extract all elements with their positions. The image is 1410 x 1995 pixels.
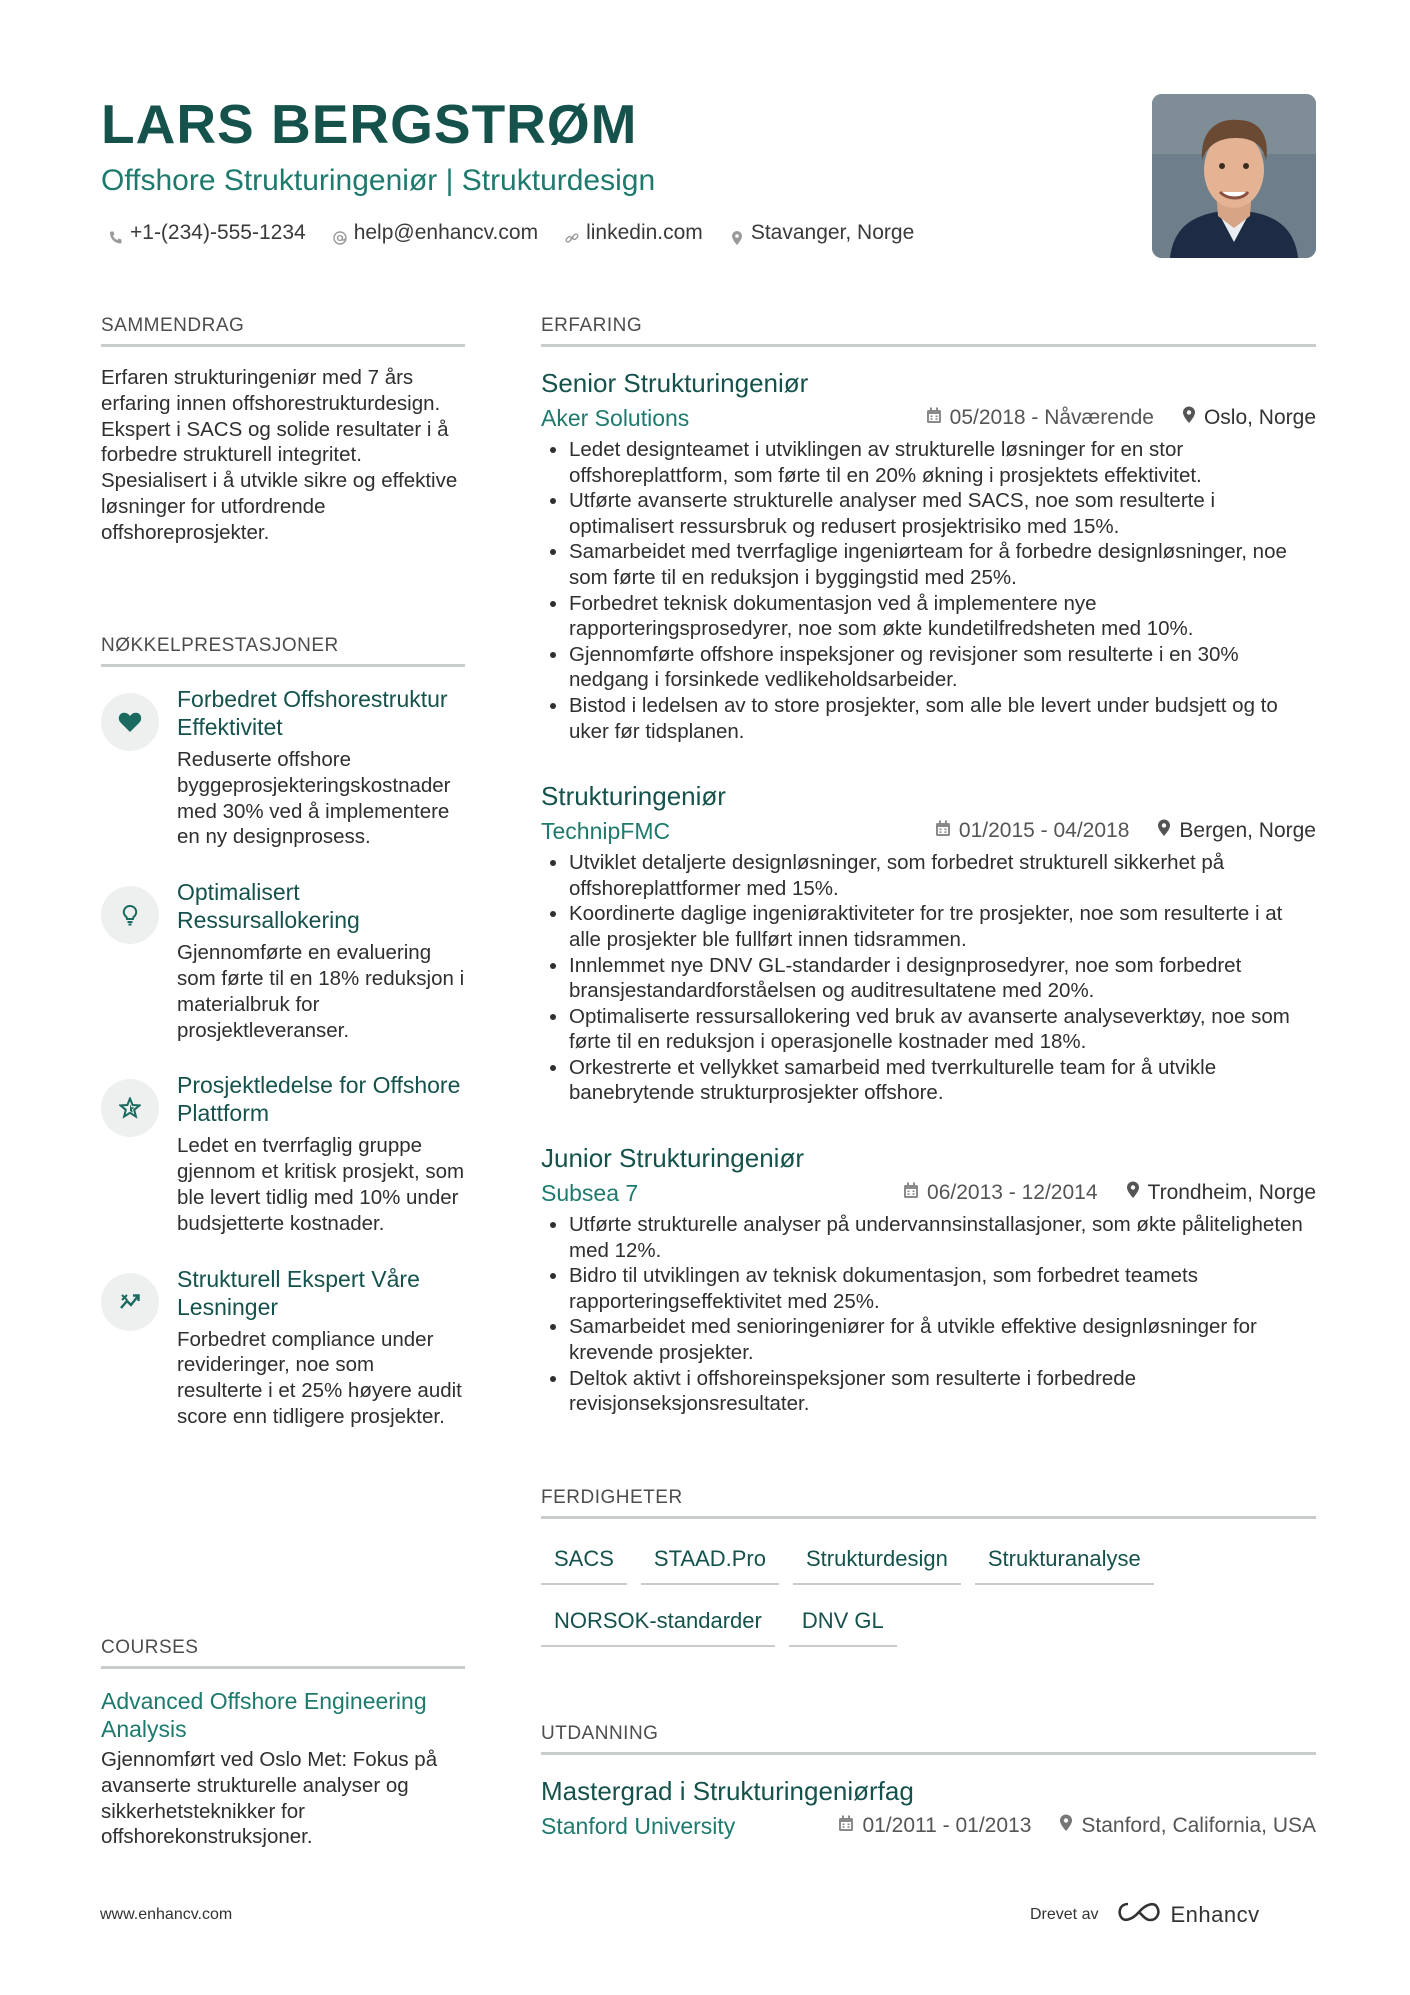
achievement-item: [101, 1071, 465, 1236]
headline: Offshore Strukturingeniør | Strukturdesign: [101, 164, 656, 197]
calendar-icon: [935, 819, 951, 843]
skills-section: [541, 1486, 1316, 1647]
achievement-item: [101, 685, 465, 850]
skill-tag: SACS: [541, 1537, 627, 1585]
achievement-desc: Ledet en tverrfaglig gruppe gjennom et kritisk prosjekt, som ble levert tidlig med 10% under budsjetterte kostnader.: [177, 1134, 465, 1235]
job-location: Oslo, Norge: [1203, 406, 1316, 429]
location-text: Stavanger, Norge: [750, 221, 915, 244]
powered-by-label: Drevet av: [1030, 1906, 1099, 1923]
section-title-education: UTDANNING: [541, 1722, 1316, 1755]
brand-logo[interactable]: [1116, 1900, 1259, 1930]
contact-phone: [108, 218, 306, 248]
job-bullets: [541, 850, 1316, 1106]
contact-linkedin[interactable]: [564, 218, 703, 248]
job-entry: [541, 1142, 1316, 1417]
section-title-summary: SAMMENDRAG: [101, 314, 465, 347]
bullet-item: • Deltok aktivt i offshoreinspeksjoner som resulterte i forbedrede revisjonseksjonsresultater.: [569, 1366, 1316, 1417]
bullet-item: • Innlemmet nye DNV GL-standarder i designprosedyrer, noe som forbedret bransjestandardforståelsen og auditresultatene med 20%.: [569, 953, 1316, 1004]
achievement-title: Forbedret Offshorestruktur Effektivitet: [177, 686, 448, 740]
skill-tag: STAAD.Pro: [641, 1537, 779, 1585]
education-location: Stanford, California, USA: [1081, 1814, 1316, 1837]
skill-tag: DNV GL: [789, 1599, 897, 1647]
job-entry: [541, 780, 1316, 1106]
achievement-item: [101, 878, 465, 1043]
location-pin-icon: [1126, 1181, 1140, 1205]
course-desc: Gjennomført ved Oslo Met: Fokus på avanserte strukturelle analyser og sikkerhetsteknikker for offshorekonstruksjoner.: [101, 1748, 438, 1849]
heart-icon: [101, 693, 159, 751]
bullet-item: • Koordinerte daglige ingeniøraktiviteter for tre prosjekter, noe som resulterte i at alle prosjekter ble fullført innen tidsrammen.: [569, 901, 1316, 952]
link-icon: [564, 225, 580, 241]
location-pin-icon: [1059, 1814, 1073, 1838]
education-section: [541, 1722, 1316, 1841]
job-dates: 05/2018 - Nåværende: [949, 406, 1154, 429]
summary-section: [101, 314, 465, 546]
skill-tag: Strukturanalyse: [975, 1537, 1154, 1585]
star-icon: [101, 1079, 159, 1137]
bullet-item: • Utviklet detaljerte designløsninger, som forbedret strukturell sikkerhet på offshoreplattformer med 15%.: [569, 850, 1316, 901]
job-dates: 06/2013 - 12/2014: [927, 1181, 1098, 1205]
location-pin-icon: [729, 225, 745, 241]
job-location: Trondheim, Norge: [1147, 1181, 1316, 1205]
job-bullets: [541, 437, 1316, 744]
skill-tag: NORSOK-standarder: [541, 1599, 775, 1647]
bullet-item: • Forbedret teknisk dokumentasjon ved å implementere nye rapporteringsprosedyrer, noe som økte kundetilfredsheten med 10%.: [569, 591, 1316, 642]
achievements-section: [101, 634, 465, 1430]
footer-branding: [1030, 1900, 1260, 1930]
trend-icon: [101, 1273, 159, 1331]
enhancv-logo-icon: [1116, 1900, 1162, 1930]
summary-text: Erfaren strukturingeniør med 7 års erfaring innen offshorestrukturdesign. Ekspert i SACS og solide resultater i å forbedre strukturell integritet. Spesialisert i å utvikle sikre og effektive løsninger for utfordrende offshoreprosjekter.: [101, 366, 458, 544]
location-pin-icon: [1182, 406, 1196, 430]
phone-icon: [108, 225, 124, 241]
company-name: Subsea 7: [541, 1180, 639, 1207]
bullet-item: • Samarbeidet med senioringeniører for å utvikle effektive designløsninger for krevende prosjekter.: [569, 1314, 1316, 1365]
contact-email[interactable]: [332, 218, 538, 248]
bullet-item: • Bidro til utviklingen av teknisk dokumentasjon, som forbedret teamets rapporteringseffektivitet med 25%.: [569, 1263, 1316, 1314]
job-title: Junior Strukturingeniør: [541, 1143, 804, 1174]
job-location: Bergen, Norge: [1179, 819, 1316, 843]
school-name: Stanford University: [541, 1813, 736, 1839]
bullet-item: • Samarbeidet med tverrfaglige ingeniørteam for å forbedre designløsninger, noe som førte til en reduksjon i byggingstid med 25%.: [569, 539, 1316, 590]
profile-photo: [1152, 94, 1316, 258]
achievement-title: Optimalisert Ressursallokering: [177, 879, 360, 934]
section-title-courses: COURSES: [101, 1636, 465, 1669]
location-pin-icon: [1157, 819, 1171, 843]
section-title-skills: FERDIGHETER: [541, 1486, 1316, 1519]
bullet-item: • Utførte strukturelle analyser på undervannsinstallasjoner, som økte påliteligheten med 12%.: [569, 1212, 1316, 1263]
brand-name: Enhancv: [1170, 1902, 1260, 1927]
education-dates: 01/2011 - 01/2013: [862, 1814, 1032, 1837]
bullet-item: • Ledet designteamet i utviklingen av strukturelle løsninger for en stor offshoreplattform, som førte til en 20% økning i prosjektets effektivitet.: [569, 437, 1316, 488]
section-title-experience: ERFARING: [541, 314, 1316, 347]
achievement-desc: Gjennomførte en evaluering som førte til en 18% reduksjon i materialbruk for prosjektleveranser.: [177, 941, 465, 1042]
calendar-icon: [838, 1814, 854, 1838]
course-title: Advanced Offshore Engineering Analysis: [101, 1688, 427, 1742]
courses-section: [101, 1636, 465, 1850]
bullet-item: • Optimaliserte ressursallokering ved bruk av avanserte analyseverktøy, noe som førte til en reduksjon i operasjonelle kostnader med 18%.: [569, 1004, 1316, 1055]
calendar-icon: [926, 406, 942, 430]
achievement-desc: Reduserte offshore byggeprosjekteringskostnader med 30% ved å implementere en ny designprosess.: [177, 748, 451, 849]
at-icon: [332, 225, 348, 241]
degree-title: Mastergrad i Strukturingeniørfag: [541, 1776, 914, 1806]
contact-location: [729, 218, 914, 248]
job-entry: [541, 367, 1316, 744]
email-text: help@enhancv.com: [353, 221, 539, 244]
job-title: Strukturingeniør: [541, 781, 726, 812]
contact-bar: [108, 218, 914, 248]
achievement-title: Prosjektledelse for Offshore Plattform: [177, 1072, 461, 1127]
skill-tag: Strukturdesign: [793, 1537, 961, 1585]
achievement-desc: Forbedret compliance under revideringer, noe som resulterte i et 25% høyere audit score enn tidligere prosjekter.: [177, 1327, 462, 1428]
bullet-item: • Orkestrerte et vellykket samarbeid med tverrkulturelle team for å utvikle banebrytende strukturprosjekter offshore.: [569, 1055, 1316, 1106]
achievement-item: [101, 1265, 465, 1430]
job-title: Senior Strukturingeniør: [541, 368, 809, 398]
job-bullets: [541, 1212, 1316, 1417]
phone-text: +1-(234)-555-1234: [130, 221, 306, 244]
section-title-achievements: NØKKELPRESTASJONER: [101, 634, 465, 667]
achievement-title: Strukturell Ekspert Våre Lesninger: [177, 1265, 420, 1320]
linkedin-text: linkedin.com: [586, 221, 703, 244]
company-name: TechnipFMC: [541, 818, 671, 845]
skills-list: [541, 1537, 1316, 1647]
bullet-item: • Gjennomførte offshore inspeksjoner og revisjoner som resulterte i en 30% nedgang i forsinkede vedlikeholdsarbeider.: [569, 642, 1316, 693]
lightbulb-icon: [101, 886, 159, 944]
bullet-item: • Utførte avanserte strukturelle analyser med SACS, noe som resulterte i optimalisert ressursbruk og redusert prosjektrisiko med 15%.: [569, 488, 1316, 539]
experience-section: [541, 314, 1316, 1417]
footer-website[interactable]: www.enhancv.com: [100, 1906, 233, 1923]
bullet-item: • Bistod i ledelsen av to store prosjekter, som alle ble levert under budsjett og to uker før tidsplanen.: [569, 693, 1316, 744]
job-dates: 01/2015 - 04/2018: [958, 819, 1130, 843]
candidate-name: LARS BERGSTRØM: [101, 93, 638, 155]
calendar-icon: [903, 1181, 919, 1205]
company-name: Aker Solutions: [541, 405, 690, 431]
